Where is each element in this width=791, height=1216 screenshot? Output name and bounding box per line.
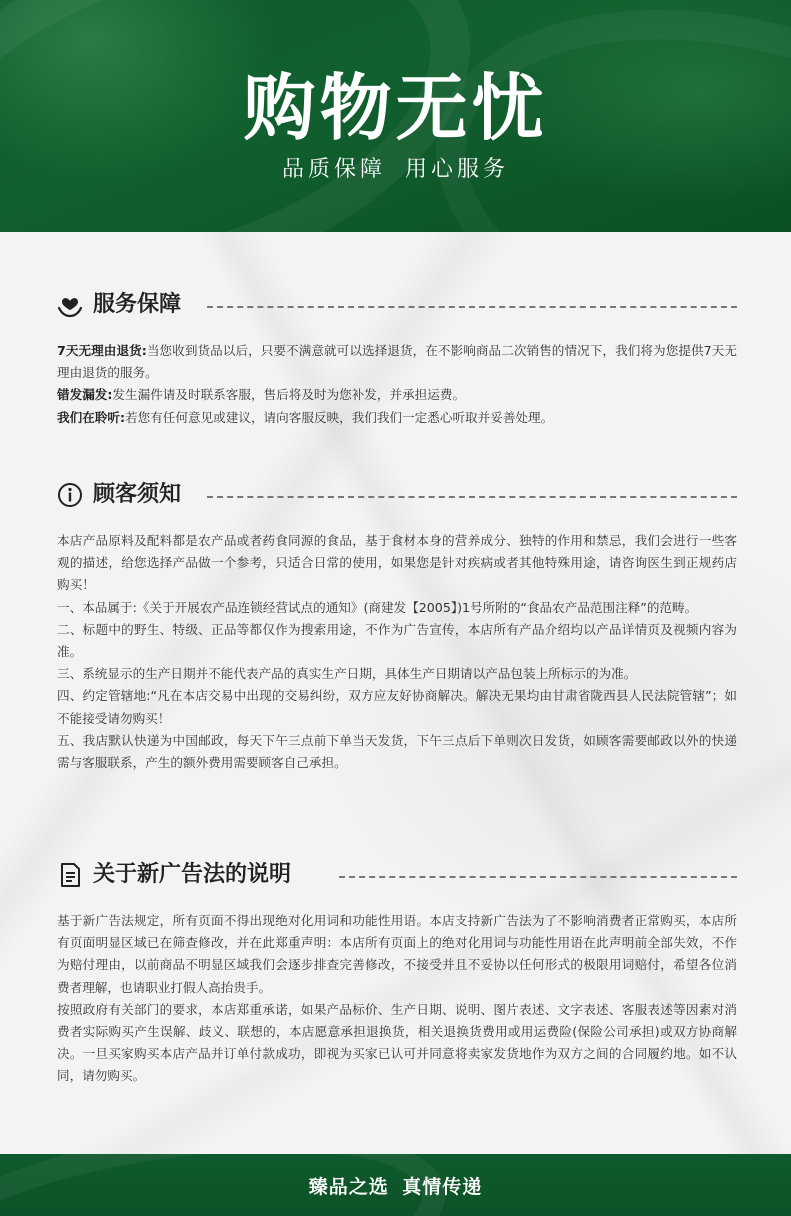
section-title: 顾客须知 [93, 482, 182, 507]
paragraph-text: 若您有任何意见或建议，请向客服反映，我们我们一定悉心听取并妥善处理。 [125, 409, 554, 425]
section-body [57, 530, 737, 774]
section-header [57, 858, 737, 894]
footer-slogan: 臻品之选 真情传递 [308, 1176, 483, 1198]
paragraph-label: 我们在聆听: [57, 409, 126, 425]
paragraph [57, 340, 737, 384]
section-customer-notice [57, 478, 737, 774]
dashed-divider [207, 306, 737, 308]
paragraph: 五、我店默认快递为中国邮政，每天下午三点前下单当天发货，下午三点后下单则次日发货，如顾客需要邮政以外的快递需与客服联系，产生的额外费用需要顾客自己承担。 [57, 732, 737, 771]
section-body [57, 340, 737, 429]
section-title: 服务保障 [93, 292, 182, 317]
section-service-guarantee [57, 288, 737, 429]
paragraph: 四、约定管辖地:“凡在本店交易中出现的交易纠纷，双方应友好协商解决。解决无果均由甘肃省陇西县人民法院管辖”；如不能接受请勿购买！ [57, 688, 737, 726]
paragraph: 三、系统显示的生产日期并不能代表产品的真实生产日期，具体生产日期请以产品包装上所标示的为准。 [57, 666, 637, 682]
document-icon [57, 862, 83, 888]
dashed-divider [339, 876, 737, 878]
section-title: 关于新广告法的说明 [93, 862, 292, 887]
footer-banner [0, 1154, 791, 1216]
header-banner [0, 0, 791, 232]
section-header [57, 288, 737, 324]
paragraph-label: 错发漏发: [57, 387, 113, 403]
paragraph-text: 发生漏件请及时联系客服，售后将及时为您补发，并承担运费。 [112, 387, 466, 403]
section-body [57, 910, 737, 1088]
section-advertising-law [57, 858, 737, 1088]
page-title: 购物无忧 [243, 66, 548, 150]
paragraph: 按照政府有关部门的要求，本店郑重承诺，如果产品标价、生产日期、说明、图片表述、文字表述、客服表述等因素对消费者实际购买产生误解、歧义、联想的，本店愿意承担退换货，相关退换货费用或用运费险(保险公司承担)或双方协商解决。一旦买家购买本店产品并订单付款成功，即视为买家已认可并同意将卖家发货地作为双方之间的合同履约地。如不认同，请勿购买。 [57, 1001, 737, 1084]
page-subtitle: 品质保障 用心服务 [282, 157, 509, 182]
paragraph-label: 7天无理由退货: [57, 343, 147, 358]
paragraph: 二、标题中的野生、特级、正品等都仅作为搜索用途，不作为广告宣传，本店所有产品介绍均以产品详情页及视频内容为准。 [57, 621, 737, 660]
paragraph-text: 当您收到货品以后，只要不满意就可以选择退货，在不影响商品二次销售的情况下，我们将为您提供7天无理由退货的服务。 [57, 343, 737, 381]
paragraph: 一、本品属于:《关于开展农产品连锁经营试点的通知》(商建发【2005】)1号所附的“食品农产品范围注释”的范畴。 [57, 599, 698, 615]
dashed-divider [207, 496, 737, 498]
info-icon [57, 482, 83, 508]
paragraph: 基于新广告法规定，所有页面不得出现绝对化用词和功能性用语。本店支持新广告法为了不影响消费者正常购买，本店所有页面明显区域已在筛查修改，并在此郑重声明：本店所有页面上的绝对化用词与功能性用语在此声明前全部失效，不作为赔付理由，以前商品不明显区域我们会逐步排查完善修改，不接受并且不妥协以任何形式的极限用词赔付，希望各位消费者理解，也请职业打假人高抬贵手。 [57, 913, 737, 995]
paragraph: 本店产品原料及配料都是农产品或者药食同源的食品，基于食材本身的营养成分、独特的作用和禁忌，我们会进行一些客观的描述，给您选择产品做一个参考，只适合日常的使用，如果您是针对疾病或者其他特殊用途，请咨询医生到正规药店购买！ [57, 533, 737, 593]
section-header [57, 478, 737, 514]
heart-hand-icon [57, 292, 83, 318]
paragraph [57, 384, 737, 406]
paragraph [57, 407, 737, 429]
